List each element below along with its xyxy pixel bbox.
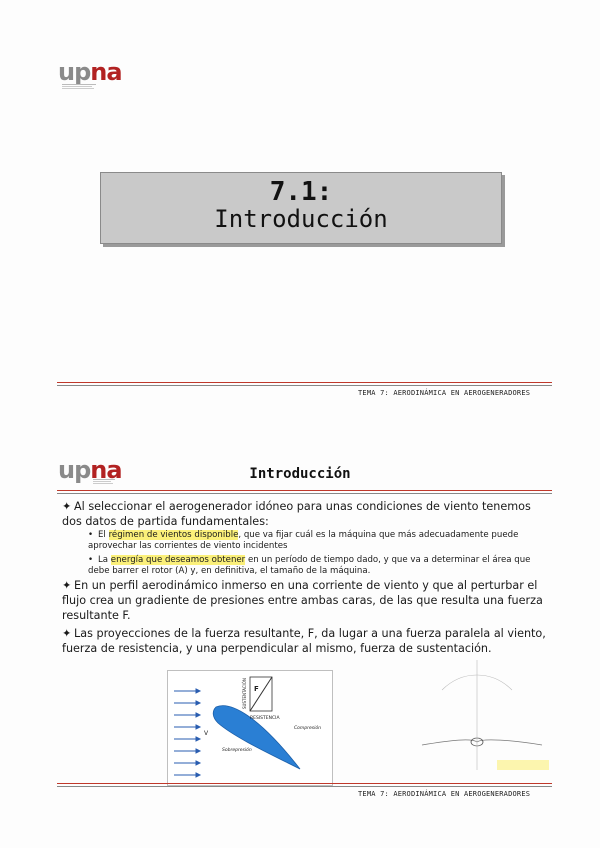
resultant-arrow (250, 677, 272, 711)
upna-logo-2: upna (58, 456, 122, 484)
sub-bullet-1: • El régimen de vientos disponible, que va fijar cuál es la máquina que más adecuadamente puede aprovechar las corrientes de viento incidentes (88, 530, 519, 551)
slide2-title-divider-red (57, 490, 552, 491)
slide1-title-number: 7.1: (269, 177, 333, 207)
slide2-title-divider-gray (57, 493, 552, 494)
slide2-title: Introducción (249, 466, 351, 482)
slide1-footer: TEMA 7: AERODINÁMICA EN AEROGENERADORES (358, 389, 531, 397)
label-compresion: Compresión (294, 726, 321, 731)
wind-arrows (174, 689, 200, 777)
label-resistencia: RESISTENCIA (250, 716, 280, 721)
bullet-1: ✦ Al seleccionar el aerogenerador idóneo para unas condiciones de viento tenemos dos datos de partida fundamentales: (62, 500, 531, 528)
upna-logo: upna (58, 58, 122, 86)
bullet-2: ✦ En un perfil aerodinámico inmerso en una corriente de viento y que al perturbar el flujo crea un gradiente de presiones entre ambas caras, de las que resulta una fuerza resultante F. (62, 579, 543, 622)
sub-bullet-2: • La energía que deseamos obtener en un período de tiempo dado, y que va a determinar el área que debe barrer el rotor (A) y, en definitiva, el tamaño de la máquina. (88, 555, 531, 576)
logo-subtext-graphic (62, 83, 96, 89)
slide1-title-text: Introducción (214, 205, 388, 233)
rotor-sketch (402, 650, 552, 780)
bullet-3: ✦ Las proyecciones de la fuerza resultante, F, da lugar a una fuerza paralela al viento, fuerza de resistencia, y una perpendicular al mismo, fuerza de sustentación. (62, 627, 546, 655)
slide1-title-box (100, 172, 502, 244)
slide2-divider-gray (57, 786, 552, 787)
airfoil-svg (168, 671, 332, 785)
slide2-footer: TEMA 7: AERODINÁMICA EN AEROGENERADORES (358, 790, 531, 798)
label-sobrepresion: Sobrepresión (222, 748, 252, 753)
airfoil-force-diagram (167, 670, 333, 786)
label-v: V (204, 730, 209, 737)
slide1-divider-red (57, 382, 552, 383)
label-f: F (254, 685, 259, 693)
label-sustentacion: SUSTENTACIÓN (242, 678, 247, 709)
slide2-divider-red (57, 783, 552, 784)
slide1-divider-gray (57, 385, 552, 386)
